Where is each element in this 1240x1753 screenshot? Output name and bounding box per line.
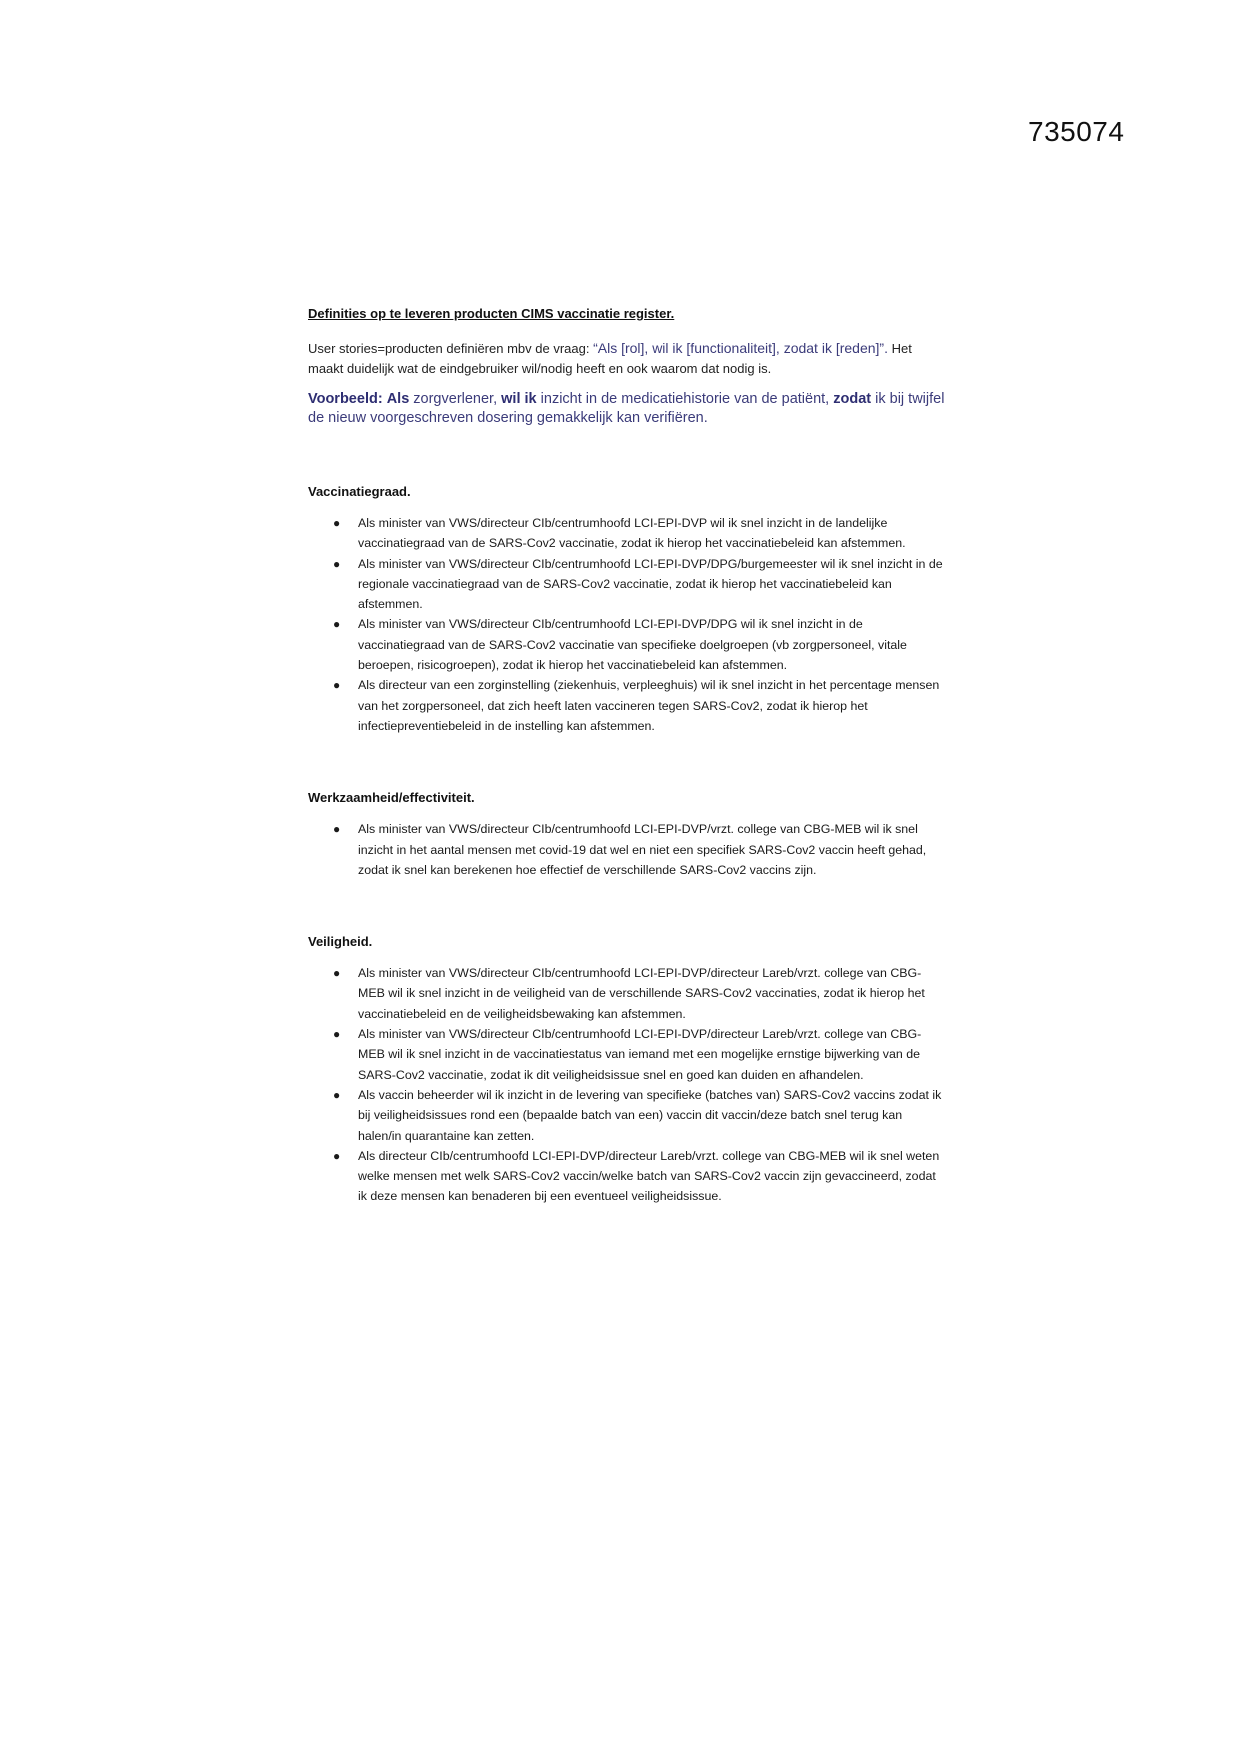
list-item-text: Als vaccin beheerder wil ik inzicht in de levering van specifieke (batches van) SARS-Cov2 vaccins zodat ik bij veiligheidsissues rond een (bepaalde batch van een) vaccin dit vaccin/deze batch snel terug kan halen/in quarantaine kan zetten. (358, 1087, 942, 1143)
section-vaccinatiegraad (308, 484, 948, 736)
list-item-text: Als minister van VWS/directeur CIb/centrumhoofd LCI-EPI-DVP/directeur Lareb/vrzt. college van CBG-MEB wil ik snel inzicht in de veiligheid van de verschillende SARS-Cov2 vaccinaties, zodat ik hierop het vaccinatiebeleid en de veiligheidsbewaking kan afstemmen. (358, 966, 925, 1021)
section-werkzaamheid (308, 790, 948, 880)
section-veiligheid (308, 934, 948, 1207)
bullet-icon: ● (333, 966, 341, 981)
list-item-text: Als minister van VWS/directeur CIb/centrumhoofd LCI-EPI-DVP wil ik snel inzicht in de landelijke vaccinatiegraad van de SARS-Cov2 vaccinatie, zodat ik hierop het vaccinatiebeleid kan afstemmen. (358, 516, 906, 551)
example-part2: inzicht in de medicatiehistorie van de patiënt, (536, 391, 834, 407)
bullet-icon: ● (333, 1027, 341, 1042)
list-item-text: Als minister van VWS/directeur CIb/centrumhoofd LCI-EPI-DVP/DPG wil ik snel inzicht in de vaccinatiegraad van de SARS-Cov2 vaccinatie van specifieke doelgroepen (vb zorgpersoneel, vitale beroepen, risicogroepen), zodat ik hierop het vaccinatiebeleid kan afstemmen. (358, 617, 907, 673)
document-title: Definities op te leveren producten CIMS vaccinatie register. (308, 306, 675, 321)
intro-paragraph (308, 338, 948, 379)
example-zodat: zodat (833, 391, 872, 407)
bullet-icon: ● (333, 516, 341, 530)
intro-prefix: User stories=producten definiëren mbv de vraag: (308, 341, 594, 356)
bullet-icon: ● (333, 556, 341, 571)
list-item (308, 513, 948, 554)
list-item (308, 1024, 948, 1085)
bullet-list (308, 963, 948, 1207)
list-item-text: Als minister van VWS/directeur CIb/centrumhoofd LCI-EPI-DVP/vrzt. college van CBG-MEB wil ik snel inzicht in het aantal mensen met covid-19 dat wel en niet een specifiek SARS-Cov2 vaccin heeft gehad, zodat ik snel kan berekenen hoe effectief de verschillende SARS-Cov2 vaccins zijn. (358, 822, 927, 877)
bullet-icon: ● (333, 617, 341, 632)
intro-quote: “Als [rol], wil ik [functionaliteit], zodat ik [reden]”. (593, 340, 888, 356)
list-item (308, 675, 948, 736)
section-heading: Vaccinatiegraad. (308, 484, 411, 499)
example-part3: ik bij twijfel de nieuw voorgeschreven dosering gemakkelijk kan verifiëren. (308, 391, 945, 426)
example-paragraph (308, 390, 948, 428)
list-item (308, 963, 948, 1024)
list-item-text: Als directeur van een zorginstelling (ziekenhuis, verpleeghuis) wil ik snel inzicht in het percentage mensen van het zorgpersoneel, dat zich heeft laten vaccineren tegen SARS-Cov2, zodat ik hierop het infectiepreventiebeleid in de instelling kan afstemmen. (358, 678, 940, 733)
bullet-icon: ● (333, 678, 341, 693)
document-body (308, 306, 948, 1207)
bullet-list (308, 819, 948, 880)
list-item-text: Als minister van VWS/directeur CIb/centrumhoofd LCI-EPI-DVP/DPG/burgemeester wil ik snel inzicht in de regionale vaccinatiegraad van de SARS-Cov2 vaccinatie, zodat ik hierop het vaccinatiebeleid kan afstemmen. (358, 556, 943, 612)
bullet-icon: ● (333, 1148, 341, 1163)
list-item (308, 614, 948, 675)
example-part1: zorgverlener, (409, 391, 502, 407)
section-heading: Veiligheid. (308, 934, 373, 950)
document-number: 735074 (1028, 116, 1125, 147)
intro-suffix: Het maakt duidelijk wat de eindgebruiker wil/nodig heeft en ook waarom dat nodig is. (308, 341, 912, 376)
bullet-list (308, 513, 948, 736)
list-item (308, 1146, 948, 1207)
section-heading: Werkzaamheid/effectiviteit. (308, 790, 475, 806)
list-item-text: Als minister van VWS/directeur CIb/centrumhoofd LCI-EPI-DVP/directeur Lareb/vrzt. college van CBG-MEB wil ik snel inzicht in de vaccinatiestatus van iemand met een mogelijke ernstige bijwerking van de SARS-Cov2 vaccinatie, zodat ik dit veiligheidsissue snel en goed kan duiden en afhandelen. (358, 1027, 922, 1082)
list-item (308, 554, 948, 615)
list-item-text: Als directeur CIb/centrumhoofd LCI-EPI-DVP/directeur Lareb/vrzt. college van CBG-MEB wil ik snel weten welke mensen met welk SARS-Cov2 vaccin/welke batch van SARS-Cov2 vaccin zijn gevaccineerd, zodat ik deze mensen kan benaderen bij een eventueel veiligheidsissue. (358, 1148, 940, 1204)
bullet-icon: ● (333, 1087, 341, 1102)
example-als: Als (386, 391, 410, 407)
example-wil-ik: wil ik (501, 391, 537, 407)
list-item (308, 1085, 948, 1146)
example-label: Voorbeeld: (308, 391, 383, 407)
list-item (308, 819, 948, 880)
bullet-icon: ● (333, 822, 341, 837)
